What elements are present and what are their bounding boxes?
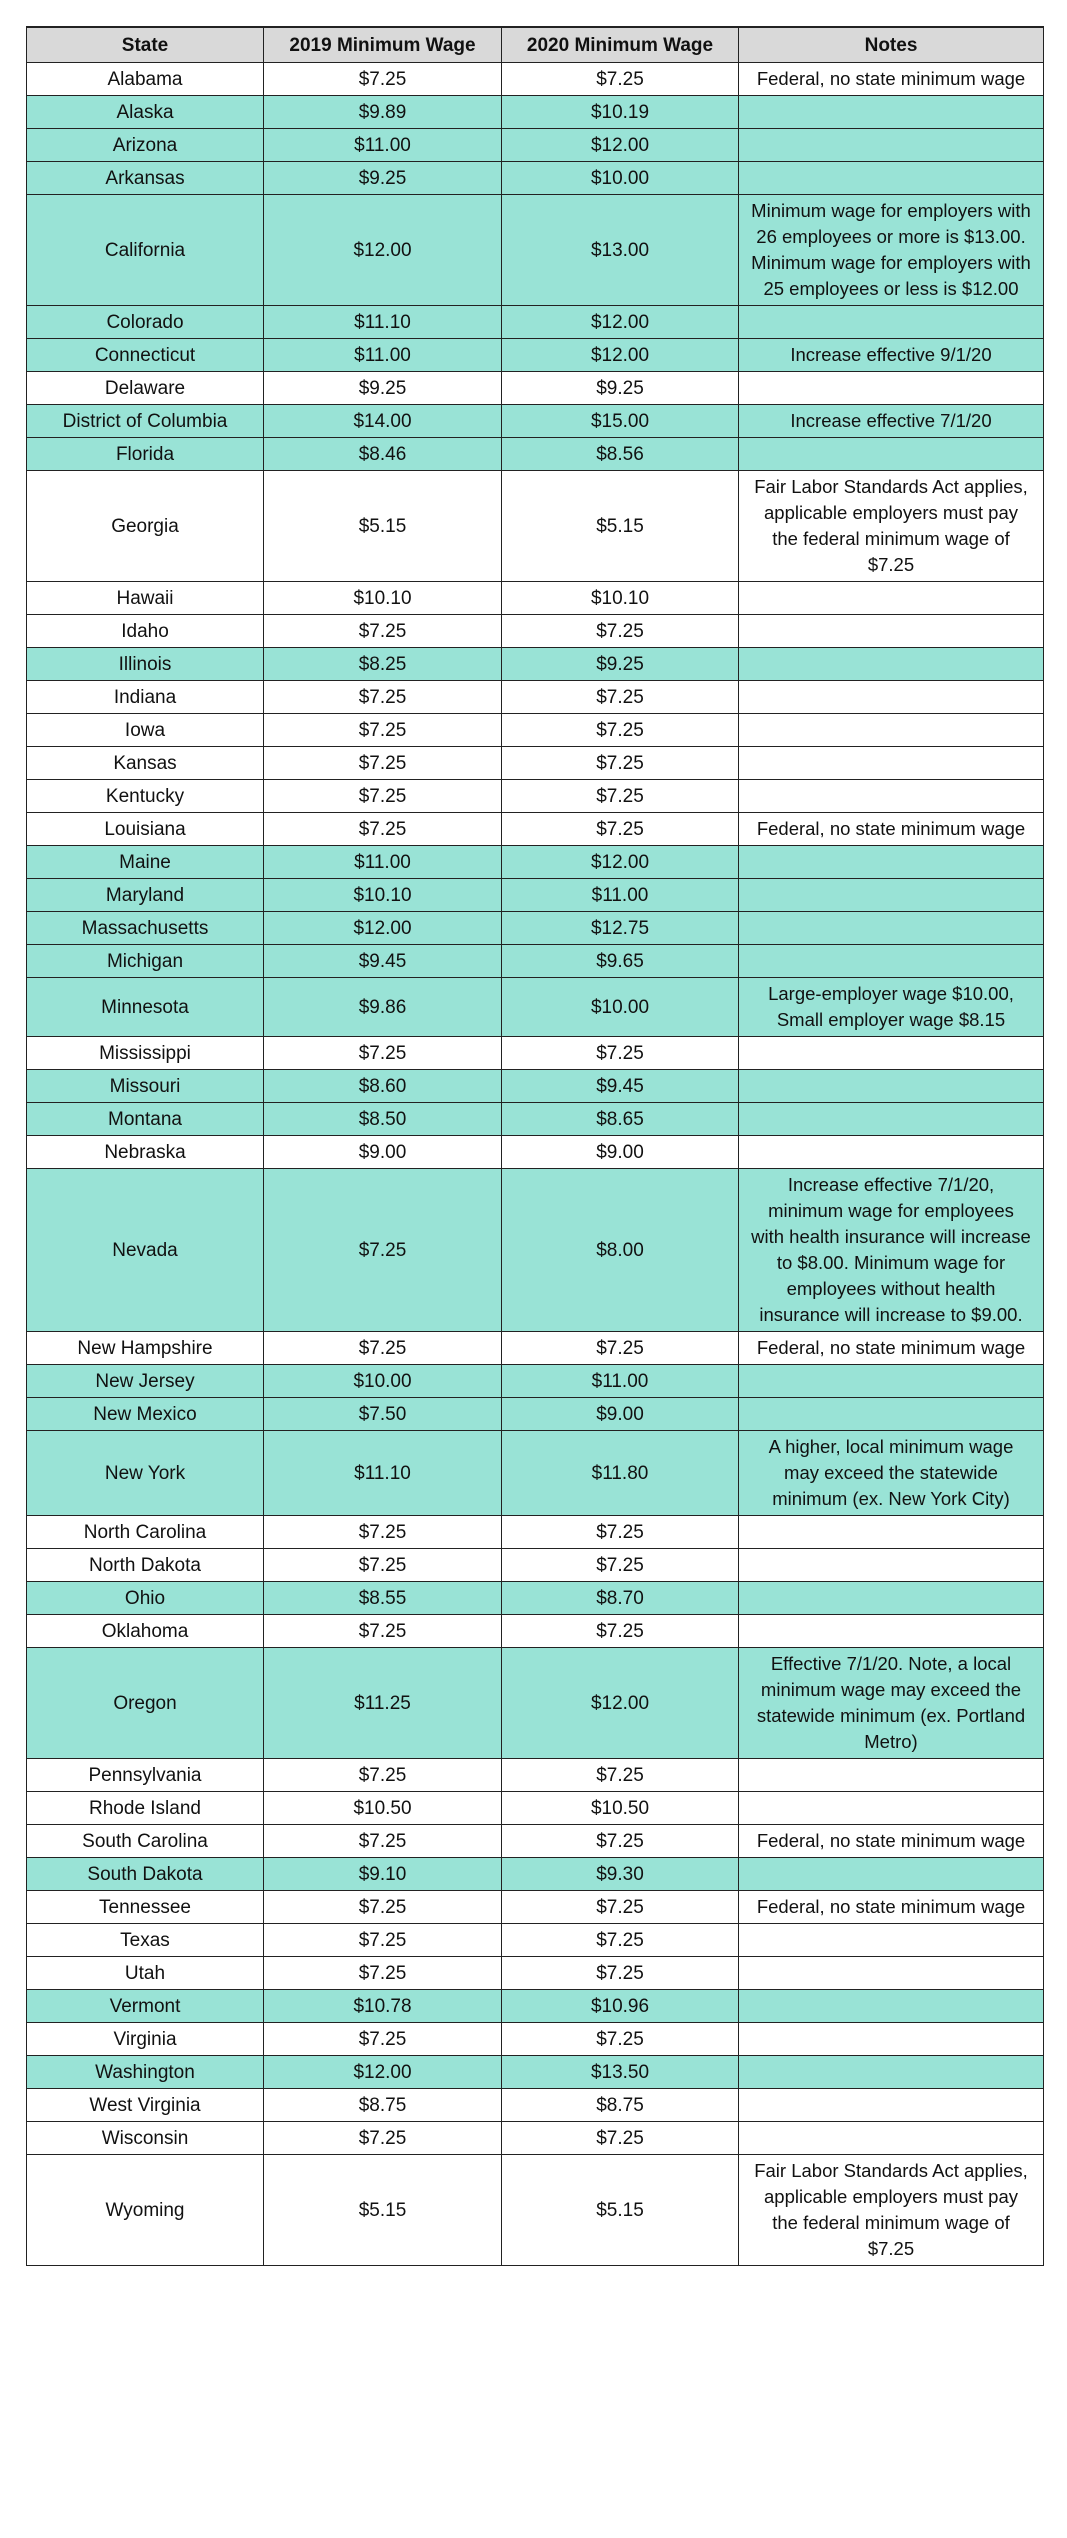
wage-table-container <box>26 26 1043 2266</box>
wage-2020-cell: $7.25 <box>502 1759 739 1792</box>
notes-cell: Effective 7/1/20. Note, a local minimum wage may exceed the statewide minimum (ex. Portland Metro) <box>739 1648 1044 1759</box>
wage-2019-cell: $7.25 <box>264 63 502 96</box>
table-row <box>27 681 1044 714</box>
wage-2019-cell: $11.00 <box>264 129 502 162</box>
wage-2019-cell: $7.25 <box>264 1332 502 1365</box>
wage-2019-cell: $8.25 <box>264 648 502 681</box>
wage-2019-cell: $9.25 <box>264 162 502 195</box>
wage-2019-cell: $7.50 <box>264 1398 502 1431</box>
header-state: State <box>27 27 264 63</box>
table-row <box>27 372 1044 405</box>
table-row <box>27 339 1044 372</box>
wage-2019-cell: $10.00 <box>264 1365 502 1398</box>
notes-cell: Fair Labor Standards Act applies, applicable employers must pay the federal minimum wage of $7.25 <box>739 471 1044 582</box>
table-row <box>27 471 1044 582</box>
wage-2019-cell: $9.45 <box>264 945 502 978</box>
wage-2019-cell: $10.10 <box>264 582 502 615</box>
wage-2020-cell: $5.15 <box>502 471 739 582</box>
state-cell: Minnesota <box>27 978 264 1037</box>
wage-2020-cell: $9.00 <box>502 1136 739 1169</box>
state-cell: Montana <box>27 1103 264 1136</box>
wage-2019-cell: $9.25 <box>264 372 502 405</box>
table-row <box>27 1398 1044 1431</box>
table-row <box>27 1891 1044 1924</box>
wage-2020-cell: $7.25 <box>502 813 739 846</box>
state-cell: Mississippi <box>27 1037 264 1070</box>
notes-cell <box>739 945 1044 978</box>
state-cell: Indiana <box>27 681 264 714</box>
wage-2019-cell: $7.25 <box>264 1924 502 1957</box>
notes-cell <box>739 1615 1044 1648</box>
wage-2020-cell: $10.00 <box>502 162 739 195</box>
state-cell: Tennessee <box>27 1891 264 1924</box>
wage-2020-cell: $8.65 <box>502 1103 739 1136</box>
table-row <box>27 945 1044 978</box>
notes-cell <box>739 1792 1044 1825</box>
state-cell: Connecticut <box>27 339 264 372</box>
table-row <box>27 405 1044 438</box>
notes-cell: Federal, no state minimum wage <box>739 1891 1044 1924</box>
state-cell: Rhode Island <box>27 1792 264 1825</box>
wage-2020-cell: $7.25 <box>502 1924 739 1957</box>
notes-cell: Increase effective 7/1/20, minimum wage for employees with health insurance will increase to $8.00. Minimum wage for employees without health insurance will increase to $9.00. <box>739 1169 1044 1332</box>
table-row <box>27 129 1044 162</box>
wage-2019-cell: $8.55 <box>264 1582 502 1615</box>
table-row <box>27 1957 1044 1990</box>
notes-cell <box>739 582 1044 615</box>
wage-2019-cell: $7.25 <box>264 1957 502 1990</box>
wage-2019-cell: $7.25 <box>264 681 502 714</box>
wage-2019-cell: $7.25 <box>264 1169 502 1332</box>
table-row <box>27 1858 1044 1891</box>
notes-cell <box>739 1990 1044 2023</box>
wage-2020-cell: $7.25 <box>502 714 739 747</box>
table-row <box>27 96 1044 129</box>
table-row <box>27 912 1044 945</box>
header-row <box>27 27 1044 63</box>
wage-2020-cell: $9.45 <box>502 1070 739 1103</box>
notes-cell <box>739 1924 1044 1957</box>
notes-cell <box>739 129 1044 162</box>
state-cell: Florida <box>27 438 264 471</box>
wage-2020-cell: $15.00 <box>502 405 739 438</box>
wage-2019-cell: $11.00 <box>264 846 502 879</box>
wage-2020-cell: $10.00 <box>502 978 739 1037</box>
wage-2019-cell: $10.10 <box>264 879 502 912</box>
notes-cell: Fair Labor Standards Act applies, applicable employers must pay the federal minimum wage of $7.25 <box>739 2155 1044 2266</box>
state-cell: New Mexico <box>27 1398 264 1431</box>
wage-2020-cell: $7.25 <box>502 2122 739 2155</box>
table-row <box>27 1792 1044 1825</box>
notes-cell <box>739 2122 1044 2155</box>
wage-2020-cell: $8.00 <box>502 1169 739 1332</box>
wage-2019-cell: $7.25 <box>264 615 502 648</box>
wage-2019-cell: $7.25 <box>264 1549 502 1582</box>
wage-2019-cell: $9.86 <box>264 978 502 1037</box>
table-row <box>27 1825 1044 1858</box>
wage-2019-cell: $7.25 <box>264 780 502 813</box>
wage-2019-cell: $7.25 <box>264 813 502 846</box>
state-cell: Ohio <box>27 1582 264 1615</box>
wage-2019-cell: $5.15 <box>264 2155 502 2266</box>
state-cell: South Dakota <box>27 1858 264 1891</box>
table-row <box>27 1759 1044 1792</box>
wage-2019-cell: $11.00 <box>264 339 502 372</box>
state-cell: Wisconsin <box>27 2122 264 2155</box>
state-cell: Arkansas <box>27 162 264 195</box>
notes-cell <box>739 1070 1044 1103</box>
notes-cell: A higher, local minimum wage may exceed the statewide minimum (ex. New York City) <box>739 1431 1044 1516</box>
state-cell: Nebraska <box>27 1136 264 1169</box>
notes-cell <box>739 1136 1044 1169</box>
wage-2020-cell: $9.30 <box>502 1858 739 1891</box>
wage-2019-cell: $7.25 <box>264 1037 502 1070</box>
table-row <box>27 714 1044 747</box>
wage-2019-cell: $8.46 <box>264 438 502 471</box>
wage-2020-cell: $11.00 <box>502 1365 739 1398</box>
wage-2020-cell: $7.25 <box>502 2023 739 2056</box>
state-cell: Texas <box>27 1924 264 1957</box>
wage-2020-cell: $8.56 <box>502 438 739 471</box>
wage-2020-cell: $12.00 <box>502 339 739 372</box>
wage-2019-cell: $8.60 <box>264 1070 502 1103</box>
wage-2019-cell: $9.10 <box>264 1858 502 1891</box>
wage-2019-cell: $7.25 <box>264 2122 502 2155</box>
table-row <box>27 1648 1044 1759</box>
wage-2020-cell: $12.00 <box>502 306 739 339</box>
wage-2019-cell: $8.75 <box>264 2089 502 2122</box>
wage-2020-cell: $7.25 <box>502 615 739 648</box>
notes-cell: Federal, no state minimum wage <box>739 1332 1044 1365</box>
wage-2019-cell: $7.25 <box>264 1825 502 1858</box>
state-cell: North Dakota <box>27 1549 264 1582</box>
state-cell: District of Columbia <box>27 405 264 438</box>
header-notes: Notes <box>739 27 1044 63</box>
state-cell: Michigan <box>27 945 264 978</box>
wage-2020-cell: $5.15 <box>502 2155 739 2266</box>
state-cell: Alaska <box>27 96 264 129</box>
wage-2019-cell: $11.10 <box>264 1431 502 1516</box>
notes-cell <box>739 1516 1044 1549</box>
state-cell: California <box>27 195 264 306</box>
wage-2019-cell: $7.25 <box>264 1516 502 1549</box>
wage-2019-cell: $9.00 <box>264 1136 502 1169</box>
notes-cell <box>739 1398 1044 1431</box>
notes-cell <box>739 2056 1044 2089</box>
state-cell: Illinois <box>27 648 264 681</box>
table-row <box>27 1924 1044 1957</box>
state-cell: Louisiana <box>27 813 264 846</box>
table-row <box>27 747 1044 780</box>
state-cell: Maine <box>27 846 264 879</box>
wage-2019-cell: $7.25 <box>264 1615 502 1648</box>
notes-cell <box>739 1957 1044 1990</box>
table-row <box>27 1332 1044 1365</box>
table-row <box>27 1431 1044 1516</box>
wage-2020-cell: $7.25 <box>502 681 739 714</box>
wage-2020-cell: $7.25 <box>502 780 739 813</box>
table-row <box>27 582 1044 615</box>
table-row <box>27 1615 1044 1648</box>
wage-2019-cell: $11.10 <box>264 306 502 339</box>
state-cell: Utah <box>27 1957 264 1990</box>
wage-2020-cell: $9.25 <box>502 648 739 681</box>
table-row <box>27 648 1044 681</box>
notes-cell <box>739 1037 1044 1070</box>
wage-2020-cell: $7.25 <box>502 1957 739 1990</box>
wage-2020-cell: $7.25 <box>502 1615 739 1648</box>
state-cell: West Virginia <box>27 2089 264 2122</box>
notes-cell: Federal, no state minimum wage <box>739 1825 1044 1858</box>
table-row <box>27 615 1044 648</box>
table-row <box>27 1037 1044 1070</box>
state-cell: Hawaii <box>27 582 264 615</box>
state-cell: Georgia <box>27 471 264 582</box>
state-cell: Pennsylvania <box>27 1759 264 1792</box>
notes-cell <box>739 648 1044 681</box>
wage-2020-cell: $10.50 <box>502 1792 739 1825</box>
table-row <box>27 1103 1044 1136</box>
notes-cell: Federal, no state minimum wage <box>739 813 1044 846</box>
minimum-wage-table <box>26 26 1044 2266</box>
header-2019-wage: 2019 Minimum Wage <box>264 27 502 63</box>
state-cell: South Carolina <box>27 1825 264 1858</box>
notes-cell <box>739 2089 1044 2122</box>
wage-2019-cell: $14.00 <box>264 405 502 438</box>
notes-cell <box>739 747 1044 780</box>
table-row <box>27 1990 1044 2023</box>
wage-2019-cell: $7.25 <box>264 714 502 747</box>
notes-cell <box>739 714 1044 747</box>
state-cell: Nevada <box>27 1169 264 1332</box>
table-row <box>27 2089 1044 2122</box>
wage-2020-cell: $13.00 <box>502 195 739 306</box>
notes-cell <box>739 1103 1044 1136</box>
state-cell: Oklahoma <box>27 1615 264 1648</box>
wage-2020-cell: $9.65 <box>502 945 739 978</box>
wage-2020-cell: $10.10 <box>502 582 739 615</box>
header-2020-wage: 2020 Minimum Wage <box>502 27 739 63</box>
notes-cell <box>739 615 1044 648</box>
notes-cell <box>739 1549 1044 1582</box>
notes-cell: Federal, no state minimum wage <box>739 63 1044 96</box>
wage-2020-cell: $10.19 <box>502 96 739 129</box>
wage-2019-cell: $5.15 <box>264 471 502 582</box>
notes-cell <box>739 1759 1044 1792</box>
table-row <box>27 1136 1044 1169</box>
notes-cell <box>739 1582 1044 1615</box>
state-cell: North Carolina <box>27 1516 264 1549</box>
wage-2019-cell: $7.25 <box>264 2023 502 2056</box>
table-row <box>27 780 1044 813</box>
table-row <box>27 813 1044 846</box>
table-header <box>27 27 1044 63</box>
wage-2020-cell: $11.00 <box>502 879 739 912</box>
wage-2020-cell: $10.96 <box>502 1990 739 2023</box>
wage-2020-cell: $12.00 <box>502 129 739 162</box>
notes-cell <box>739 879 1044 912</box>
wage-2020-cell: $7.25 <box>502 63 739 96</box>
state-cell: Colorado <box>27 306 264 339</box>
wage-2020-cell: $7.25 <box>502 1332 739 1365</box>
wage-2020-cell: $11.80 <box>502 1431 739 1516</box>
wage-2019-cell: $7.25 <box>264 1891 502 1924</box>
notes-cell: Minimum wage for employers with 26 employees or more is $13.00. Minimum wage for employers with 25 employees or less is $12.00 <box>739 195 1044 306</box>
wage-2020-cell: $7.25 <box>502 1037 739 1070</box>
wage-2020-cell: $7.25 <box>502 747 739 780</box>
table-row <box>27 879 1044 912</box>
wage-2019-cell: $11.25 <box>264 1648 502 1759</box>
state-cell: Kansas <box>27 747 264 780</box>
state-cell: Maryland <box>27 879 264 912</box>
table-row <box>27 1582 1044 1615</box>
wage-2020-cell: $7.25 <box>502 1549 739 1582</box>
state-cell: Oregon <box>27 1648 264 1759</box>
notes-cell: Increase effective 9/1/20 <box>739 339 1044 372</box>
table-row <box>27 1169 1044 1332</box>
notes-cell: Increase effective 7/1/20 <box>739 405 1044 438</box>
state-cell: Wyoming <box>27 2155 264 2266</box>
wage-2019-cell: $7.25 <box>264 747 502 780</box>
table-row <box>27 2155 1044 2266</box>
notes-cell <box>739 372 1044 405</box>
wage-2019-cell: $12.00 <box>264 195 502 306</box>
table-row <box>27 1549 1044 1582</box>
state-cell: New Jersey <box>27 1365 264 1398</box>
wage-2020-cell: $12.00 <box>502 1648 739 1759</box>
notes-cell <box>739 162 1044 195</box>
wage-2020-cell: $7.25 <box>502 1891 739 1924</box>
table-row <box>27 63 1044 96</box>
notes-cell <box>739 438 1044 471</box>
wage-2019-cell: $10.50 <box>264 1792 502 1825</box>
state-cell: Missouri <box>27 1070 264 1103</box>
state-cell: Massachusetts <box>27 912 264 945</box>
table-row <box>27 162 1044 195</box>
table-row <box>27 846 1044 879</box>
table-row <box>27 2023 1044 2056</box>
table-row <box>27 2122 1044 2155</box>
state-cell: New York <box>27 1431 264 1516</box>
state-cell: Kentucky <box>27 780 264 813</box>
wage-2020-cell: $12.00 <box>502 846 739 879</box>
table-row <box>27 1070 1044 1103</box>
notes-cell <box>739 1365 1044 1398</box>
wage-2020-cell: $7.25 <box>502 1825 739 1858</box>
table-row <box>27 978 1044 1037</box>
wage-2020-cell: $8.75 <box>502 2089 739 2122</box>
state-cell: New Hampshire <box>27 1332 264 1365</box>
notes-cell <box>739 912 1044 945</box>
table-row <box>27 306 1044 339</box>
wage-2019-cell: $10.78 <box>264 1990 502 2023</box>
state-cell: Arizona <box>27 129 264 162</box>
wage-2020-cell: $8.70 <box>502 1582 739 1615</box>
notes-cell: Large-employer wage $10.00, Small employer wage $8.15 <box>739 978 1044 1037</box>
state-cell: Alabama <box>27 63 264 96</box>
state-cell: Vermont <box>27 1990 264 2023</box>
wage-2020-cell: $7.25 <box>502 1516 739 1549</box>
state-cell: Iowa <box>27 714 264 747</box>
wage-2019-cell: $12.00 <box>264 2056 502 2089</box>
wage-2020-cell: $12.75 <box>502 912 739 945</box>
wage-2020-cell: $9.25 <box>502 372 739 405</box>
table-body <box>27 63 1044 2266</box>
notes-cell <box>739 1858 1044 1891</box>
wage-2019-cell: $7.25 <box>264 1759 502 1792</box>
notes-cell <box>739 306 1044 339</box>
notes-cell <box>739 780 1044 813</box>
wage-2019-cell: $8.50 <box>264 1103 502 1136</box>
wage-2019-cell: $12.00 <box>264 912 502 945</box>
notes-cell <box>739 2023 1044 2056</box>
wage-2020-cell: $9.00 <box>502 1398 739 1431</box>
table-row <box>27 1365 1044 1398</box>
notes-cell <box>739 96 1044 129</box>
state-cell: Idaho <box>27 615 264 648</box>
table-row <box>27 2056 1044 2089</box>
wage-2020-cell: $13.50 <box>502 2056 739 2089</box>
state-cell: Washington <box>27 2056 264 2089</box>
notes-cell <box>739 681 1044 714</box>
table-row <box>27 1516 1044 1549</box>
notes-cell <box>739 846 1044 879</box>
table-row <box>27 195 1044 306</box>
wage-2019-cell: $9.89 <box>264 96 502 129</box>
table-row <box>27 438 1044 471</box>
state-cell: Virginia <box>27 2023 264 2056</box>
state-cell: Delaware <box>27 372 264 405</box>
